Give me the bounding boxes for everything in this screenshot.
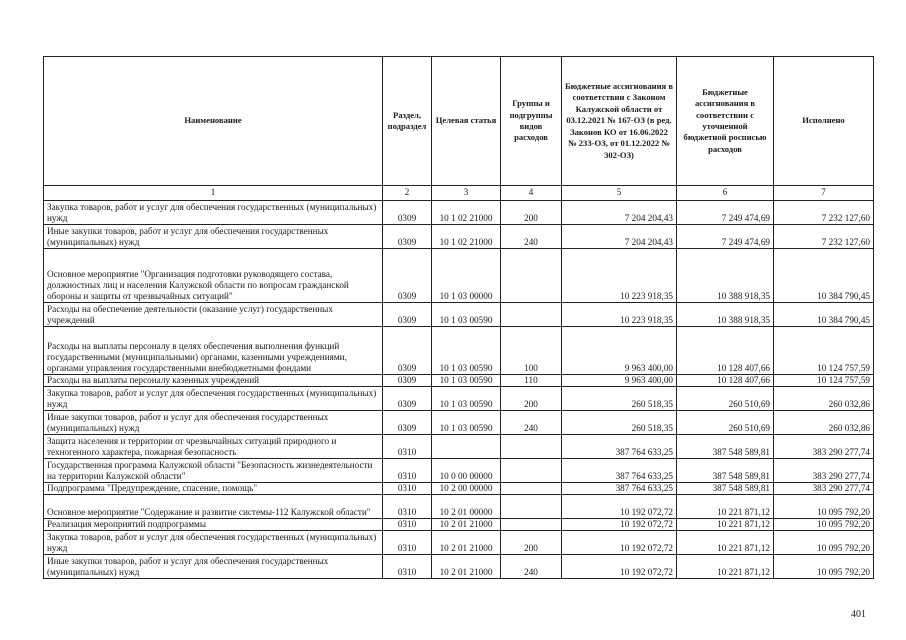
row-target: 10 1 03 00590 <box>432 303 501 327</box>
row-executed: 7 232 127,60 <box>774 201 874 225</box>
row-name: Защита населения и территории от чрезвычайных ситуаций природного и техногенного характера, пожарная безопасность <box>44 435 383 459</box>
row-law: 387 764 633,25 <box>562 483 677 495</box>
row-executed: 10 124 757,59 <box>774 327 874 375</box>
row-refined: 10 128 407,66 <box>677 327 774 375</box>
header-executed: Исполнено <box>774 57 874 186</box>
row-name: Закупка товаров, работ и услуг для обеспечения государственных (муниципальных) нужд <box>44 531 383 555</box>
row-target: 10 2 00 00000 <box>432 483 501 495</box>
header-target: Целевая статья <box>432 57 501 186</box>
row-law: 10 192 072,72 <box>562 495 677 519</box>
row-law: 10 192 072,72 <box>562 519 677 531</box>
row-target: 10 1 03 00590 <box>432 327 501 375</box>
budget-sheet <box>43 56 873 579</box>
row-target: 10 2 01 00000 <box>432 495 501 519</box>
row-refined: 387 548 589,81 <box>677 459 774 483</box>
header-row <box>44 57 874 186</box>
row-section: 0310 <box>383 483 432 495</box>
row-section: 0310 <box>383 495 432 519</box>
row-refined: 10 128 407,66 <box>677 375 774 387</box>
row-refined: 10 388 918,35 <box>677 303 774 327</box>
row-executed: 260 032,86 <box>774 387 874 411</box>
header-group: Группы и подгруппы видов расходов <box>501 57 562 186</box>
row-section: 0310 <box>383 435 432 459</box>
table-row <box>44 225 874 249</box>
row-name: Закупка товаров, работ и услуг для обеспечения государственных (муниципальных) нужд <box>44 387 383 411</box>
table-row <box>44 519 874 531</box>
header-section: Раздел, подраздел <box>383 57 432 186</box>
table-row <box>44 531 874 555</box>
row-group <box>501 459 562 483</box>
column-number: 4 <box>501 186 562 201</box>
header-law: Бюджетные ассигнования в соответствии с Законом Калужской области от 03.12.2021 № 167-ОЗ (в ред. Законов КО от 16.06.2022 № 233-ОЗ, от 01.12.2022 № 302-ОЗ) <box>562 57 677 186</box>
row-refined: 7 249 474,69 <box>677 201 774 225</box>
row-name: Подпрограмма "Предупреждение, спасение, помощь" <box>44 483 383 495</box>
row-executed: 10 124 757,59 <box>774 375 874 387</box>
row-name: Государственная программа Калужской области "Безопасность жизнедеятельности на территории Калужской области" <box>44 459 383 483</box>
row-group: 240 <box>501 225 562 249</box>
row-section: 0309 <box>383 303 432 327</box>
column-number-row <box>44 186 874 201</box>
row-group: 200 <box>501 201 562 225</box>
row-law: 9 963 400,00 <box>562 375 677 387</box>
row-refined: 260 510,69 <box>677 411 774 435</box>
row-name: Иные закупки товаров, работ и услуг для обеспечения государственных (муниципальных) нужд <box>44 411 383 435</box>
column-number: 6 <box>677 186 774 201</box>
row-target: 10 1 02 21000 <box>432 225 501 249</box>
row-law: 7 204 204,43 <box>562 201 677 225</box>
row-law: 10 223 918,35 <box>562 249 677 303</box>
row-law: 10 223 918,35 <box>562 303 677 327</box>
row-executed: 383 290 277,74 <box>774 435 874 459</box>
column-number: 5 <box>562 186 677 201</box>
row-section: 0309 <box>383 375 432 387</box>
row-group <box>501 519 562 531</box>
row-executed: 10 095 792,20 <box>774 495 874 519</box>
row-law: 10 192 072,72 <box>562 555 677 579</box>
row-law: 387 764 633,25 <box>562 459 677 483</box>
row-target <box>432 435 501 459</box>
row-executed: 10 095 792,20 <box>774 555 874 579</box>
row-refined: 10 221 871,12 <box>677 555 774 579</box>
row-target: 10 2 01 21000 <box>432 519 501 531</box>
row-section: 0310 <box>383 531 432 555</box>
row-executed: 10 095 792,20 <box>774 531 874 555</box>
row-law: 387 764 633,25 <box>562 435 677 459</box>
page-number: 401 <box>851 609 866 620</box>
column-number: 1 <box>44 186 383 201</box>
header-refined: Бюджетные ассигнования в соответствии с уточненной бюджетной росписью расходов <box>677 57 774 186</box>
row-section: 0309 <box>383 387 432 411</box>
table-row <box>44 249 874 303</box>
header-name: Наименование <box>44 57 383 186</box>
row-executed: 10 095 792,20 <box>774 519 874 531</box>
table-row <box>44 327 874 375</box>
row-refined: 10 388 918,35 <box>677 249 774 303</box>
row-name: Основное мероприятие "Содержание и развитие системы-112 Калужской области" <box>44 495 383 519</box>
row-section: 0309 <box>383 411 432 435</box>
row-name: Расходы на выплаты персоналу казенных учреждений <box>44 375 383 387</box>
row-target: 10 2 01 21000 <box>432 531 501 555</box>
row-executed: 10 384 790,45 <box>774 303 874 327</box>
row-law: 10 192 072,72 <box>562 531 677 555</box>
row-section: 0309 <box>383 327 432 375</box>
table-row <box>44 375 874 387</box>
row-target: 10 1 03 00590 <box>432 375 501 387</box>
row-name: Иные закупки товаров, работ и услуг для обеспечения государственных (муниципальных) нужд <box>44 225 383 249</box>
table-row <box>44 201 874 225</box>
row-target: 10 1 03 00000 <box>432 249 501 303</box>
row-target: 10 1 02 21000 <box>432 201 501 225</box>
row-refined: 10 221 871,12 <box>677 519 774 531</box>
row-section: 0310 <box>383 459 432 483</box>
row-group: 240 <box>501 555 562 579</box>
row-group: 200 <box>501 387 562 411</box>
row-name: Закупка товаров, работ и услуг для обеспечения государственных (муниципальных) нужд <box>44 201 383 225</box>
row-group: 240 <box>501 411 562 435</box>
row-executed: 260 032,86 <box>774 411 874 435</box>
row-refined: 10 221 871,12 <box>677 531 774 555</box>
row-refined: 387 548 589,81 <box>677 483 774 495</box>
row-refined: 10 221 871,12 <box>677 495 774 519</box>
row-group <box>501 249 562 303</box>
row-name: Реализация мероприятий подпрограммы <box>44 519 383 531</box>
row-group: 200 <box>501 531 562 555</box>
row-name: Расходы на обеспечение деятельности (оказание услуг) государственных учреждений <box>44 303 383 327</box>
row-name: Основное мероприятие "Организация подготовки руководящего состава, должностных лиц и населения Калужской области по вопросам гражданской обороны и защиты от чрезвычайных ситуаций" <box>44 249 383 303</box>
table-row <box>44 495 874 519</box>
table-row <box>44 303 874 327</box>
table-row <box>44 387 874 411</box>
row-group: 110 <box>501 375 562 387</box>
row-law: 7 204 204,43 <box>562 225 677 249</box>
row-target: 10 0 00 00000 <box>432 459 501 483</box>
row-refined: 387 548 589,81 <box>677 435 774 459</box>
row-target: 10 2 01 21000 <box>432 555 501 579</box>
row-executed: 383 290 277,74 <box>774 459 874 483</box>
row-executed: 10 384 790,45 <box>774 249 874 303</box>
row-group <box>501 495 562 519</box>
row-executed: 383 290 277,74 <box>774 483 874 495</box>
column-number: 3 <box>432 186 501 201</box>
row-refined: 7 249 474,69 <box>677 225 774 249</box>
row-section: 0309 <box>383 225 432 249</box>
row-group <box>501 435 562 459</box>
table-row <box>44 459 874 483</box>
table-row <box>44 435 874 459</box>
row-executed: 7 232 127,60 <box>774 225 874 249</box>
column-number: 7 <box>774 186 874 201</box>
column-number: 2 <box>383 186 432 201</box>
row-law: 260 518,35 <box>562 387 677 411</box>
budget-table <box>43 56 874 579</box>
row-name: Иные закупки товаров, работ и услуг для обеспечения государственных (муниципальных) нужд <box>44 555 383 579</box>
row-section: 0309 <box>383 201 432 225</box>
row-group <box>501 483 562 495</box>
row-law: 9 963 400,00 <box>562 327 677 375</box>
row-name: Расходы на выплаты персоналу в целях обеспечения выполнения функций государственными (муниципальными) органами, казенными учреждениями, органами управления государственными внебюджетными фондами <box>44 327 383 375</box>
row-group <box>501 303 562 327</box>
row-group: 100 <box>501 327 562 375</box>
row-section: 0310 <box>383 555 432 579</box>
row-section: 0310 <box>383 519 432 531</box>
row-section: 0309 <box>383 249 432 303</box>
row-target: 10 1 03 00590 <box>432 411 501 435</box>
row-refined: 260 510,69 <box>677 387 774 411</box>
table-row <box>44 555 874 579</box>
table-row <box>44 411 874 435</box>
row-target: 10 1 03 00590 <box>432 387 501 411</box>
row-law: 260 518,35 <box>562 411 677 435</box>
table-row <box>44 483 874 495</box>
